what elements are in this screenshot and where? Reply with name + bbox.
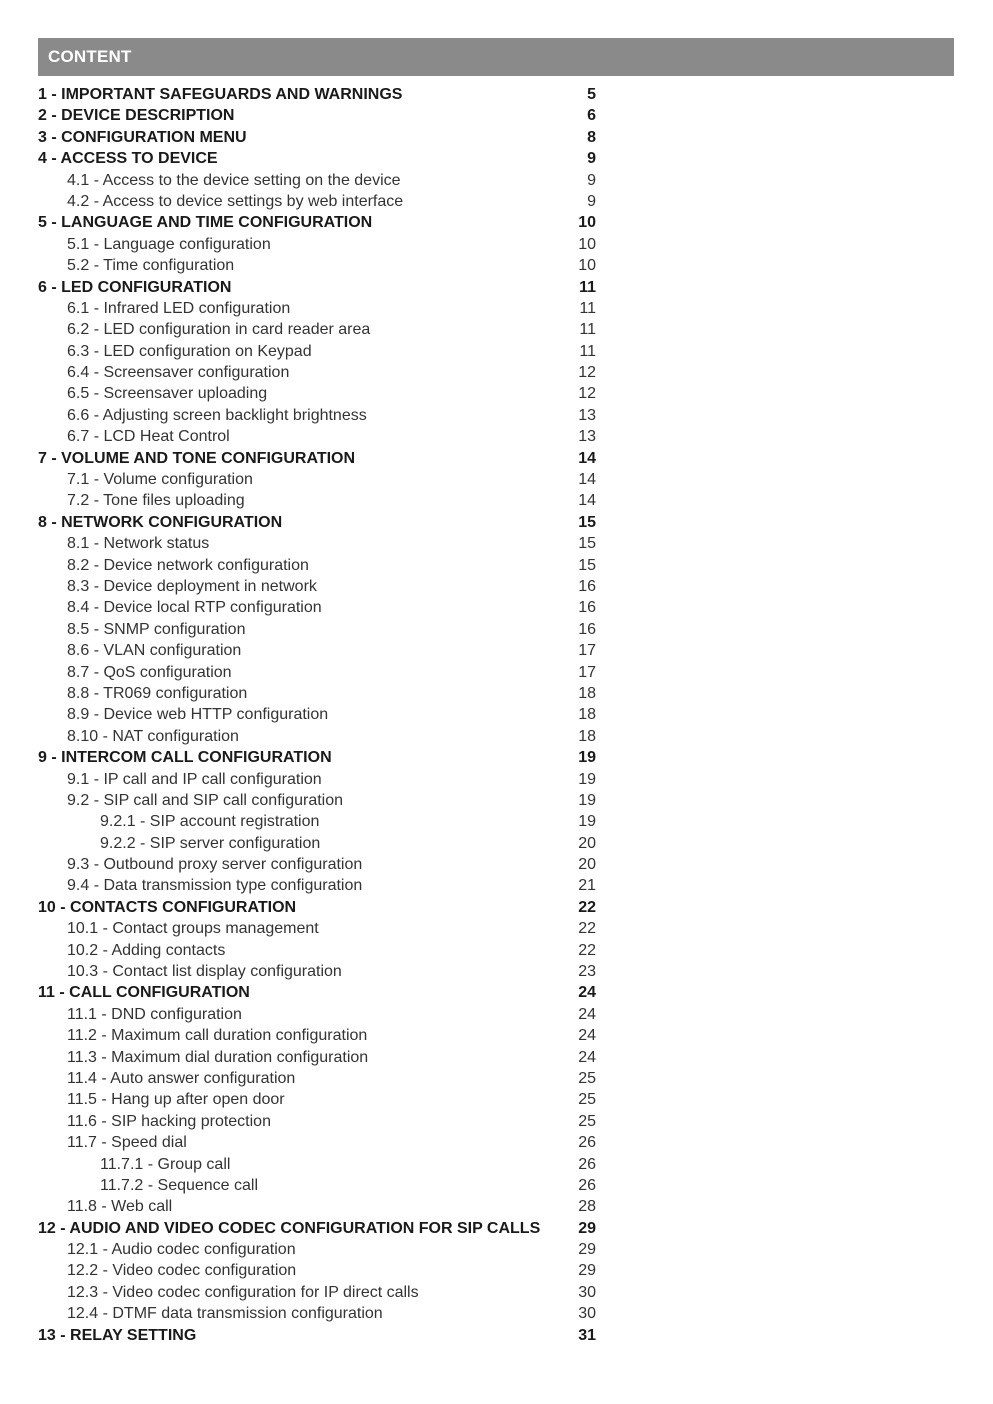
toc-entry[interactable] [38, 341, 598, 362]
toc-entry-label: 7.1 - Volume configuration [67, 471, 253, 489]
content-header-bar [38, 38, 954, 76]
toc-entry-page-number: 26 [578, 1134, 596, 1152]
toc-entry-label: 11.7 - Speed dial [67, 1134, 187, 1152]
toc-entry[interactable] [38, 255, 598, 276]
toc-entry-page-number: 9 [587, 192, 596, 210]
toc-entry-label: 11.8 - Web call [67, 1198, 173, 1216]
toc-entry[interactable] [38, 1260, 598, 1281]
toc-entry-label: 6.5 - Screensaver uploading [67, 385, 268, 403]
toc-entry-page-number: 21 [578, 877, 596, 895]
toc-entry-label: 8.6 - VLAN configuration [67, 642, 242, 660]
toc-entry-label: 11.2 - Maximum call duration configuration [67, 1027, 368, 1045]
toc-entry-label: 11.4 - Auto answer configuration [67, 1069, 296, 1087]
toc-entry[interactable] [38, 875, 598, 896]
toc-entry[interactable] [38, 84, 598, 105]
toc-entry-page-number: 22 [578, 920, 596, 938]
toc-entry-page-number: 11 [579, 321, 596, 339]
toc-entry-page-number: 15 [578, 513, 596, 531]
toc-entry-label: 6 - LED CONFIGURATION [38, 278, 232, 296]
toc-entry[interactable] [38, 640, 598, 661]
toc-entry[interactable] [38, 1239, 598, 1260]
toc-entry[interactable] [38, 1154, 598, 1175]
toc-entry-page-number: 29 [578, 1219, 596, 1237]
toc-entry[interactable] [38, 918, 598, 939]
toc-entry[interactable] [38, 619, 598, 640]
toc-entry-page-number: 11 [579, 299, 596, 317]
toc-entry-page-number: 25 [578, 1069, 596, 1087]
toc-entry-page-number: 12 [578, 385, 596, 403]
toc-entry-label: 11.6 - SIP hacking protection [67, 1112, 271, 1130]
toc-entry-page-number: 6 [587, 107, 596, 125]
toc-entry[interactable] [38, 212, 598, 233]
toc-entry-page-number: 30 [578, 1305, 596, 1323]
toc-entry-label: 12.1 - Audio codec configuration [67, 1241, 296, 1259]
toc-entry-label: 12.3 - Video codec configuration for IP direct calls [67, 1283, 419, 1301]
toc-entry[interactable] [38, 940, 598, 961]
toc-entry-page-number: 24 [578, 1048, 596, 1066]
toc-entry-label: 8.5 - SNMP configuration [67, 620, 246, 638]
toc-entry-label: 12 - AUDIO AND VIDEO CODEC CONFIGURATION FOR SIP CALLS [38, 1219, 541, 1237]
toc-entry-label: 5 - LANGUAGE AND TIME CONFIGURATION [38, 214, 373, 232]
toc-entry-label: 6.4 - Screensaver configuration [67, 364, 290, 382]
toc-entry-page-number: 25 [578, 1112, 596, 1130]
toc-entry[interactable] [38, 555, 598, 576]
toc-entry-label: 8.8 - TR069 configuration [67, 684, 248, 702]
toc-entry-page-number: 22 [578, 898, 596, 916]
toc-entry-label: 8.1 - Network status [67, 535, 210, 553]
toc-entry[interactable] [38, 1282, 598, 1303]
toc-entry-page-number: 17 [578, 642, 596, 660]
toc-entry[interactable] [38, 897, 598, 918]
toc-entry-page-number: 23 [578, 963, 596, 981]
toc-entry[interactable] [38, 1089, 598, 1110]
toc-entry-page-number: 31 [578, 1326, 596, 1344]
toc-entry[interactable] [38, 769, 598, 790]
toc-entry-page-number: 24 [578, 1005, 596, 1023]
toc-entry-label: 13 - RELAY SETTING [38, 1326, 197, 1344]
toc-entry[interactable] [38, 1047, 598, 1068]
toc-entry-page-number: 20 [578, 856, 596, 874]
toc-entry-page-number: 29 [578, 1241, 596, 1259]
toc-entry[interactable] [38, 170, 598, 191]
toc-entry[interactable] [38, 1132, 598, 1153]
toc-entry[interactable] [38, 854, 598, 875]
toc-entry-label: 6.6 - Adjusting screen backlight brightness [67, 406, 367, 424]
toc-entry-page-number: 18 [578, 727, 596, 745]
toc-entry-label: 2 - DEVICE DESCRIPTION [38, 107, 235, 125]
toc-entry-label: 1 - IMPORTANT SAFEGUARDS AND WARNINGS [38, 86, 403, 103]
toc-entry-label: 6.3 - LED configuration on Keypad [67, 342, 312, 360]
toc-entry-page-number: 16 [578, 577, 596, 595]
toc-entry[interactable] [38, 1303, 598, 1324]
toc-entry-page-number: 10 [578, 235, 596, 253]
toc-entry[interactable] [38, 1004, 598, 1025]
toc-entry[interactable] [38, 704, 598, 725]
toc-entry-page-number: 20 [578, 834, 596, 852]
toc-entry-label: 9.2.1 - SIP account registration [100, 813, 320, 831]
toc-entry[interactable] [38, 405, 598, 426]
toc-entry-label: 11.3 - Maximum dial duration configuration [67, 1048, 369, 1066]
toc-entry-label: 8.10 - NAT configuration [67, 727, 239, 745]
table-of-contents [38, 84, 598, 1346]
toc-entry[interactable] [38, 576, 598, 597]
toc-entry-page-number: 24 [578, 1027, 596, 1045]
toc-entry-label: 9.2 - SIP call and SIP call configuration [67, 791, 344, 809]
toc-entry-page-number: 30 [578, 1283, 596, 1301]
toc-entry[interactable] [38, 811, 598, 832]
toc-entry-page-number: 17 [578, 663, 596, 681]
toc-entry-page-number: 5 [587, 86, 596, 103]
toc-entry[interactable] [38, 1068, 598, 1089]
toc-entry[interactable] [38, 1196, 598, 1217]
toc-entry-label: 4 - ACCESS TO DEVICE [38, 150, 218, 168]
toc-entry-label: 8.2 - Device network configuration [67, 556, 309, 574]
toc-entry[interactable] [38, 234, 598, 255]
toc-entry-label: 4.1 - Access to the device setting on the device [67, 171, 401, 189]
toc-entry-label: 8.7 - QoS configuration [67, 663, 232, 681]
toc-entry-page-number: 19 [578, 770, 596, 788]
toc-entry-page-number: 14 [578, 492, 596, 510]
toc-entry-label: 11.5 - Hang up after open door [67, 1091, 285, 1109]
toc-entry-page-number: 19 [578, 791, 596, 809]
toc-entry-page-number: 28 [578, 1198, 596, 1216]
toc-entry-page-number: 24 [578, 984, 596, 1002]
toc-entry[interactable] [38, 469, 598, 490]
toc-entry-label: 9.1 - IP call and IP call configuration [67, 770, 322, 788]
toc-entry-page-number: 18 [578, 706, 596, 724]
toc-entry-label: 10.2 - Adding contacts [67, 941, 226, 959]
toc-entry-page-number: 9 [587, 150, 596, 168]
toc-entry-page-number: 16 [578, 620, 596, 638]
toc-entry[interactable] [38, 298, 598, 319]
toc-entry[interactable] [38, 127, 598, 148]
toc-entry[interactable] [38, 982, 598, 1003]
toc-entry[interactable] [38, 191, 598, 212]
toc-entry[interactable] [38, 319, 598, 340]
toc-entry-label: 9.3 - Outbound proxy server configuration [67, 856, 363, 874]
toc-entry-label: 9 - INTERCOM CALL CONFIGURATION [38, 749, 332, 767]
toc-entry[interactable] [38, 747, 598, 768]
toc-entry[interactable] [38, 683, 598, 704]
toc-entry[interactable] [38, 490, 598, 511]
toc-entry[interactable] [38, 597, 598, 618]
toc-entry[interactable] [38, 662, 598, 683]
toc-entry[interactable] [38, 833, 598, 854]
toc-entry-label: 12.2 - Video codec configuration [67, 1262, 297, 1280]
content-title: CONTENT [48, 47, 132, 66]
toc-entry-page-number: 15 [578, 535, 596, 553]
toc-entry-page-number: 29 [578, 1262, 596, 1280]
toc-entry-page-number: 14 [578, 449, 596, 467]
toc-entry-page-number: 25 [578, 1091, 596, 1109]
toc-entry[interactable] [38, 726, 598, 747]
toc-entry-page-number: 10 [578, 257, 596, 275]
toc-entry-label: 11.7.2 - Sequence call [100, 1176, 259, 1194]
toc-entry-page-number: 11 [579, 342, 596, 360]
toc-entry-page-number: 14 [578, 471, 596, 489]
toc-entry-label: 5.2 - Time configuration [67, 257, 235, 275]
toc-entry-label: 8.3 - Device deployment in network [67, 577, 317, 595]
toc-entry-page-number: 15 [578, 556, 596, 574]
toc-entry-label: 6.1 - Infrared LED configuration [67, 299, 291, 317]
toc-entry-page-number: 8 [587, 128, 596, 146]
toc-entry-label: 8.4 - Device local RTP configuration [67, 599, 322, 617]
toc-entry-label: 10.3 - Contact list display configuration [67, 963, 342, 981]
toc-entry-page-number: 19 [578, 749, 596, 767]
toc-entry-label: 11 - CALL CONFIGURATION [38, 984, 250, 1002]
toc-entry-page-number: 16 [578, 599, 596, 617]
toc-entry[interactable] [38, 512, 598, 533]
toc-entry-label: 6.2 - LED configuration in card reader area [67, 321, 371, 339]
toc-entry[interactable] [38, 426, 598, 447]
toc-entry-page-number: 13 [578, 406, 596, 424]
toc-entry-label: 9.2.2 - SIP server configuration [100, 834, 321, 852]
toc-entry-page-number: 10 [578, 214, 596, 232]
toc-entry-label: 9.4 - Data transmission type configuration [67, 877, 363, 895]
toc-entry-page-number: 12 [578, 364, 596, 382]
toc-entry[interactable] [38, 1111, 598, 1132]
toc-entry-page-number: 22 [578, 941, 596, 959]
toc-entry-label: 8.9 - Device web HTTP configuration [67, 706, 329, 724]
toc-entry-page-number: 18 [578, 684, 596, 702]
toc-entry-page-number: 26 [578, 1155, 596, 1173]
toc-entry-label: 3 - CONFIGURATION MENU [38, 128, 247, 146]
toc-entry[interactable] [38, 790, 598, 811]
toc-entry-page-number: 9 [587, 171, 596, 189]
toc-entry[interactable] [38, 533, 598, 554]
toc-entry[interactable] [38, 362, 598, 383]
toc-entry-page-number: 13 [578, 428, 596, 446]
toc-entry-label: 7 - VOLUME AND TONE CONFIGURATION [38, 449, 356, 467]
toc-entry-label: 5.1 - Language configuration [67, 235, 271, 253]
toc-entry[interactable] [38, 105, 598, 126]
toc-entry-page-number: 19 [578, 813, 596, 831]
toc-entry-label: 4.2 - Access to device settings by web interface [67, 192, 404, 210]
toc-entry-page-number: 26 [578, 1176, 596, 1194]
toc-entry[interactable] [38, 1325, 598, 1346]
toc-entry[interactable] [38, 383, 598, 404]
toc-entry[interactable] [38, 1025, 598, 1046]
toc-entry-label: 6.7 - LCD Heat Control [67, 428, 230, 446]
toc-entry-label: 11.1 - DND configuration [67, 1005, 242, 1023]
toc-entry-label: 10.1 - Contact groups management [67, 920, 319, 938]
toc-entry-label: 11.7.1 - Group call [100, 1155, 231, 1173]
toc-entry-label: 12.4 - DTMF data transmission configuration [67, 1305, 383, 1323]
toc-entry[interactable] [38, 148, 598, 169]
toc-entry[interactable] [38, 277, 598, 298]
toc-entry-label: 8 - NETWORK CONFIGURATION [38, 513, 283, 531]
toc-entry-label: 7.2 - Tone files uploading [67, 492, 245, 510]
toc-entry[interactable] [38, 961, 598, 982]
toc-entry[interactable] [38, 448, 598, 469]
toc-entry-page-number: 11 [579, 278, 596, 296]
toc-entry-label: 10 - CONTACTS CONFIGURATION [38, 898, 297, 916]
toc-entry[interactable] [38, 1175, 598, 1196]
toc-entry[interactable] [38, 1218, 598, 1239]
